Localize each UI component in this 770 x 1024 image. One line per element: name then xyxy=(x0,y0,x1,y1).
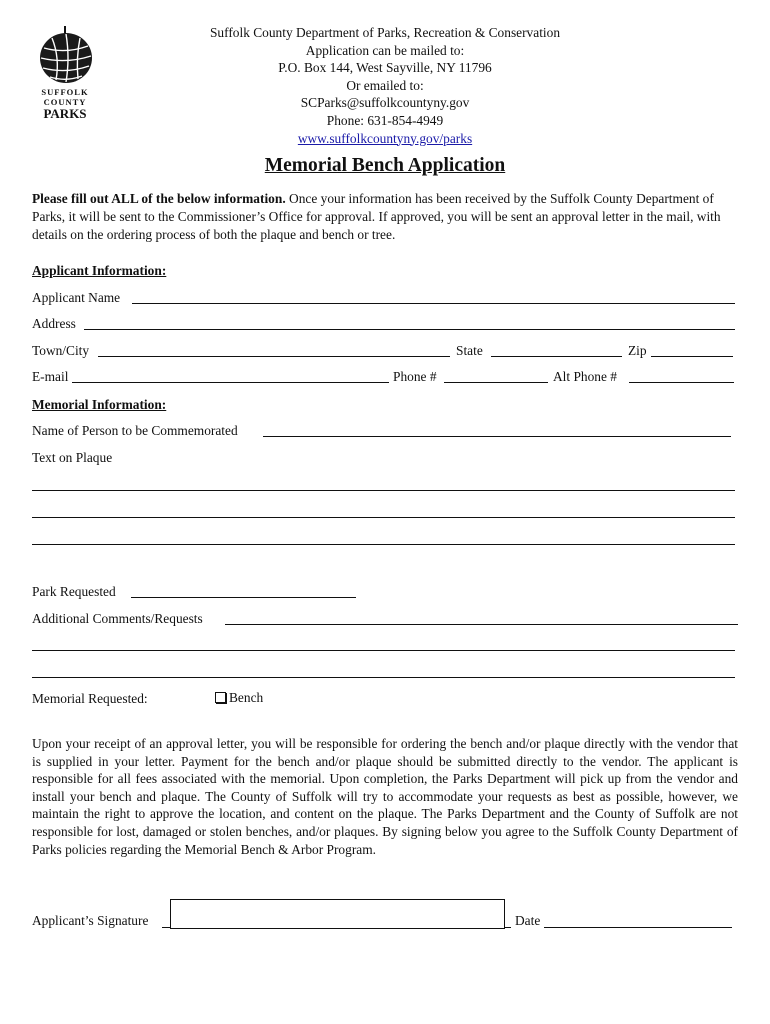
signature-label: Applicant’s Signature xyxy=(32,913,149,928)
bench-option[interactable] xyxy=(215,690,263,706)
zip-label: Zip xyxy=(628,343,647,358)
comments-label: Additional Comments/Requests xyxy=(32,611,203,626)
date-field[interactable] xyxy=(544,927,732,928)
header-address: P.O. Box 144, West Sayville, NY 11796 xyxy=(278,60,492,76)
comments-field-line-1[interactable] xyxy=(225,624,738,625)
logo-line2: COUNTY xyxy=(43,97,87,107)
alt-phone-label: Alt Phone # xyxy=(553,369,617,384)
plaque-text-label: Text on Plaque xyxy=(32,450,113,465)
bench-checkbox[interactable] xyxy=(215,692,226,703)
plaque-text-line-1[interactable] xyxy=(32,490,735,491)
header-phone: Phone: 631-854-4949 xyxy=(326,112,444,128)
comments-field-line-2[interactable] xyxy=(32,650,735,651)
town-field[interactable] xyxy=(98,356,450,357)
plaque-text-line-3[interactable] xyxy=(32,544,735,545)
park-requested-field[interactable] xyxy=(131,597,356,598)
phone-field[interactable] xyxy=(444,382,548,383)
page-title: Memorial Bench Application xyxy=(264,155,506,176)
address-field[interactable] xyxy=(84,329,735,330)
plaque-text-line-2[interactable] xyxy=(32,517,735,518)
comments-field-line-3[interactable] xyxy=(32,677,735,678)
suffolk-county-parks-logo xyxy=(30,24,100,124)
website-link[interactable]: www.suffolkcountyny.gov/parks xyxy=(297,130,473,146)
date-label: Date xyxy=(515,913,541,928)
state-field[interactable] xyxy=(491,356,622,357)
header-block xyxy=(150,24,620,147)
header-email: SCParks@suffolkcountyny.gov xyxy=(300,95,470,111)
terms-paragraph: Upon your receipt of an approval letter, you will be responsible for ordering the bench and/or plaque directly with the vendor that is supplied in your letter. Payment for the bench and/or plaque should be submitted directly to the vendor. The applicant is responsible for all fees associated with the memorial. Upon completion, the Parks Department will pick up from the vendor and install your bench and plaque. The County of Suffolk will try to accommodate your requests as best as possible, however, we maintain the right to approve the location, and content on the plaque. The Parks Department and the County of Suffolk are not responsible for lost, damaged or stolen benches, and/or plaques. By signing below you agree to the Suffolk County Department of Parks policies regarding the Memorial Bench & Arbor Program. xyxy=(32,736,738,857)
signature-box[interactable] xyxy=(170,899,505,929)
state-label: State xyxy=(456,343,483,358)
header-email-label: Or emailed to: xyxy=(346,77,424,93)
logo-line3: PARKS xyxy=(43,106,87,121)
applicant-name-field[interactable] xyxy=(132,303,735,304)
email-field[interactable] xyxy=(72,382,389,383)
logo-line1: SUFFOLK xyxy=(41,87,89,97)
applicant-name-label: Applicant Name xyxy=(32,290,121,305)
phone-label: Phone # xyxy=(393,369,437,384)
commemorated-label: Name of Person to be Commemorated xyxy=(32,423,238,438)
pine-cone-icon xyxy=(30,24,100,86)
memorial-requested-label: Memorial Requested: xyxy=(32,691,148,706)
intro-bold: Please fill out ALL of the below information. xyxy=(32,191,286,206)
alt-phone-field[interactable] xyxy=(629,382,734,383)
zip-field[interactable] xyxy=(651,356,733,357)
commemorated-field[interactable] xyxy=(263,436,731,437)
address-label: Address xyxy=(32,316,76,331)
memorial-heading: Memorial Information: xyxy=(32,397,167,412)
park-requested-label: Park Requested xyxy=(32,584,116,599)
email-label: E-mail xyxy=(32,369,69,384)
intro-paragraph xyxy=(32,190,738,244)
header-mail-label: Application can be mailed to: xyxy=(305,42,465,58)
intro-text: Once your information has been received by the Suffolk County Department of Parks, it will be sent to the Commissioner’s Office for approval. If approved, you will be sent an approval letter in the mail, with details on the ordering process of both the plaque and bench or tree. xyxy=(32,191,721,242)
bench-option-label: Bench xyxy=(229,690,264,705)
applicant-heading: Applicant Information: xyxy=(32,263,167,278)
header-department: Suffolk County Department of Parks, Recreation & Conservation xyxy=(209,25,561,40)
town-label: Town/City xyxy=(32,343,90,358)
